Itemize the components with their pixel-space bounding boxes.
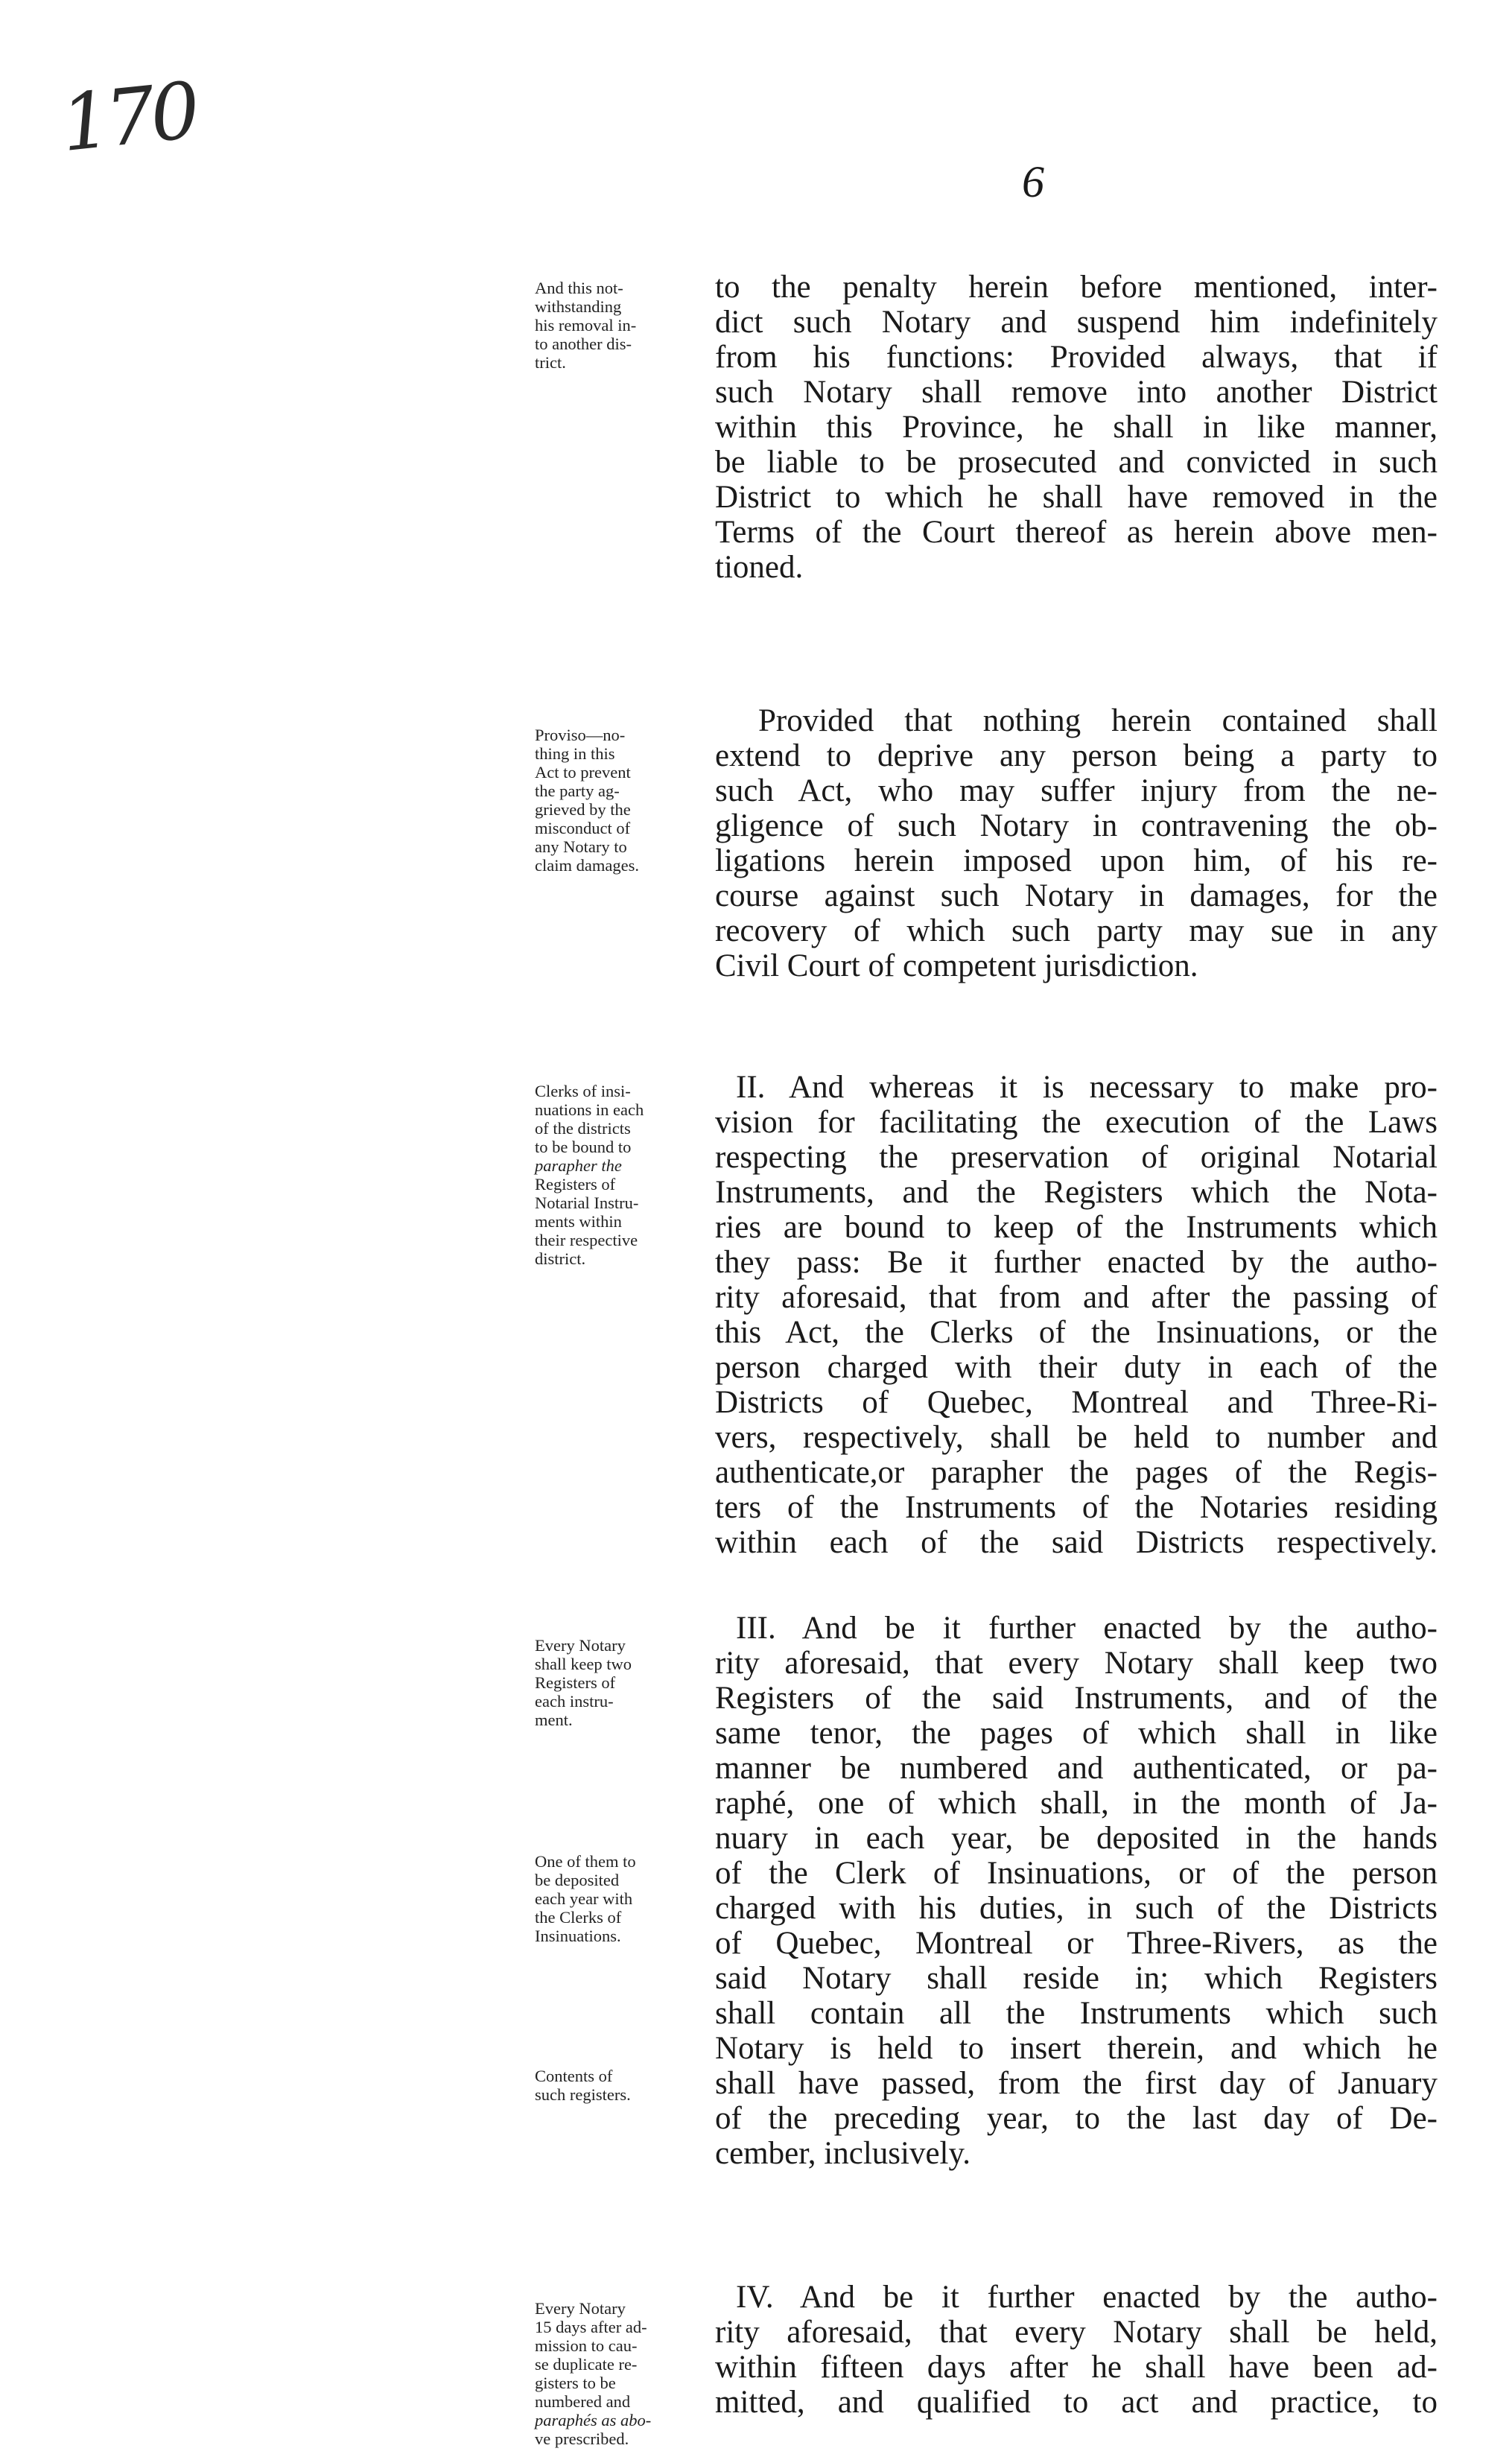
note-line: misconduct of xyxy=(535,819,631,837)
note-line: And this not- xyxy=(535,279,623,297)
body-line: be liable to be prosecuted and convicted in such xyxy=(715,445,1438,480)
margin-note-proviso xyxy=(535,726,695,875)
page-number: 6 xyxy=(1022,157,1044,206)
margin-note-removal xyxy=(535,279,695,372)
body-line: of Quebec, Montreal or Three-Rivers, as the xyxy=(715,1926,1438,1961)
body-line: same tenor, the pages of which shall in like xyxy=(715,1716,1438,1751)
section-proviso xyxy=(715,703,1438,983)
note-line: Every Notary xyxy=(535,1636,626,1655)
body-line: of the Clerk of Insinuations, or of the person xyxy=(715,1856,1438,1891)
note-line: district. xyxy=(535,1249,586,1268)
body-line: extend to deprive any person being a party to xyxy=(715,738,1438,773)
note-line: thing in this xyxy=(535,744,615,763)
note-line: shall keep two xyxy=(535,1655,632,1673)
note-line: Insinuations. xyxy=(535,1927,621,1945)
body-line: cember, inclusively. xyxy=(715,2136,971,2171)
note-line: parapher the xyxy=(535,1156,622,1175)
note-line: Proviso—no- xyxy=(535,726,626,744)
note-line: to another dis- xyxy=(535,335,632,353)
body-line: mitted, and qualified to act and practice, to xyxy=(715,2385,1438,2420)
note-line: such registers. xyxy=(535,2085,631,2104)
margin-note-duplicate-registers xyxy=(535,2299,695,2448)
note-line: paraphés as abo- xyxy=(535,2411,652,2429)
note-line: to be bound to xyxy=(535,1138,632,1156)
body-line: such Notary shall remove into another District xyxy=(715,375,1438,410)
body-line: within fifteen days after he shall have been ad- xyxy=(715,2350,1438,2385)
note-line: claim damages. xyxy=(535,856,639,875)
body-line: such Act, who may suffer injury from the ne- xyxy=(715,773,1438,808)
body-line: they pass: Be it further enacted by the autho- xyxy=(715,1245,1438,1280)
note-line: mission to cau- xyxy=(535,2336,638,2355)
body-line: recovery of which such party may sue in any xyxy=(715,913,1438,948)
body-line: Districts of Quebec, Montreal and Three-Ri- xyxy=(715,1385,1438,1420)
note-line: grieved by the xyxy=(535,800,631,819)
body-line: III. And be it further enacted by the autho- xyxy=(736,1611,1438,1646)
note-line: trict. xyxy=(535,353,566,372)
note-line: Notarial Instru- xyxy=(535,1193,639,1212)
note-line: Registers of xyxy=(535,1175,616,1193)
note-line: numbered and xyxy=(535,2392,631,2411)
note-line: se duplicate re- xyxy=(535,2355,638,2374)
section-ii xyxy=(715,1070,1438,1560)
body-line: vision for facilitating the execution of the Laws xyxy=(715,1105,1438,1140)
note-line: gisters to be xyxy=(535,2374,616,2392)
section-iii xyxy=(715,1611,1438,2171)
body-line: charged with his duties, in such of the Districts xyxy=(715,1891,1438,1926)
body-line: course against such Notary in damages, for the xyxy=(715,878,1438,913)
body-line: shall have passed, from the first day of January xyxy=(715,2066,1438,2101)
handwritten-folio-number: 170 xyxy=(57,64,200,170)
body-line: of the preceding year, to the last day of De- xyxy=(715,2101,1438,2136)
body-line: this Act, the Clerks of the Insinuations, or the xyxy=(715,1315,1438,1350)
body-line: shall contain all the Instruments which such xyxy=(715,1996,1438,2031)
body-line: IV. And be it further enacted by the autho- xyxy=(736,2280,1438,2315)
body-line: District to which he shall have removed in the xyxy=(715,480,1438,515)
body-line: Provided that nothing herein contained shall xyxy=(758,703,1438,738)
body-line: nuary in each year, be deposited in the hands xyxy=(715,1821,1438,1856)
body-line: said Notary shall reside in; which Registers xyxy=(715,1961,1438,1996)
margin-note-deposited xyxy=(535,1852,695,1945)
body-line: ries are bound to keep of the Instruments which xyxy=(715,1210,1438,1245)
body-line: within this Province, he shall in like manner, xyxy=(715,410,1438,445)
margin-note-contents xyxy=(535,2067,695,2104)
body-line: authenticate,or parapher the pages of the Regis- xyxy=(715,1455,1438,1490)
body-line: rity aforesaid, that every Notary shall keep two xyxy=(715,1646,1438,1681)
note-line: Clerks of insi- xyxy=(535,1082,631,1100)
body-line: Notary is held to insert therein, and which he xyxy=(715,2031,1438,2066)
note-line: Act to prevent xyxy=(535,763,631,782)
note-line: of the districts xyxy=(535,1119,631,1138)
body-line: raphé, one of which shall, in the month of Ja- xyxy=(715,1786,1438,1821)
note-line: 15 days after ad- xyxy=(535,2318,647,2336)
note-line: each instru- xyxy=(535,1692,614,1711)
body-line: from his functions: Provided always, that if xyxy=(715,340,1438,375)
note-line: be deposited xyxy=(535,1871,620,1889)
section-interdict xyxy=(715,270,1438,585)
note-line: Every Notary xyxy=(535,2299,626,2318)
body-line: rity aforesaid, that from and after the passing of xyxy=(715,1280,1438,1315)
note-line: the party ag- xyxy=(535,782,620,800)
body-line: Instruments, and the Registers which the Nota- xyxy=(715,1175,1438,1210)
note-line: Registers of xyxy=(535,1673,616,1692)
body-line: tioned. xyxy=(715,550,804,585)
margin-note-two-registers xyxy=(535,1636,695,1729)
body-line: Terms of the Court thereof as herein above men- xyxy=(715,515,1438,550)
note-line: One of them to xyxy=(535,1852,636,1871)
margin-note-clerks xyxy=(535,1082,695,1268)
note-line: Contents of xyxy=(535,2067,613,2085)
body-line: Registers of the said Instruments, and of the xyxy=(715,1681,1438,1716)
body-line: ters of the Instruments of the Notaries residing xyxy=(715,1490,1438,1525)
note-line: his removal in- xyxy=(535,316,637,335)
note-line: ve prescribed. xyxy=(535,2429,629,2448)
note-line: nuations in each xyxy=(535,1100,644,1119)
note-line: their respective xyxy=(535,1231,638,1249)
section-iv xyxy=(715,2280,1438,2420)
note-line: the Clerks of xyxy=(535,1908,622,1927)
body-line: person charged with their duty in each of the xyxy=(715,1350,1438,1385)
body-line: manner be numbered and authenticated, or pa- xyxy=(715,1751,1438,1786)
body-line: vers, respectively, shall be held to number and xyxy=(715,1420,1438,1455)
note-line: ment. xyxy=(535,1711,573,1729)
body-line: gligence of such Notary in contravening the ob- xyxy=(715,808,1438,843)
body-line: dict such Notary and suspend him indefinitely xyxy=(715,305,1438,340)
body-line: II. And whereas it is necessary to make pro- xyxy=(736,1070,1438,1105)
body-line: Civil Court of competent jurisdiction. xyxy=(715,948,1198,983)
note-line: any Notary to xyxy=(535,837,627,856)
body-line: to the penalty herein before mentioned, inter- xyxy=(715,270,1438,305)
note-line: each year with xyxy=(535,1889,633,1908)
note-line: ments within xyxy=(535,1212,622,1231)
body-line: within each of the said Districts respectively. xyxy=(715,1525,1438,1560)
body-line: rity aforesaid, that every Notary shall be held, xyxy=(715,2315,1438,2350)
body-line: respecting the preservation of original Notarial xyxy=(715,1140,1438,1175)
note-line: withstanding xyxy=(535,297,622,316)
body-line: ligations herein imposed upon him, of his re- xyxy=(715,843,1438,878)
